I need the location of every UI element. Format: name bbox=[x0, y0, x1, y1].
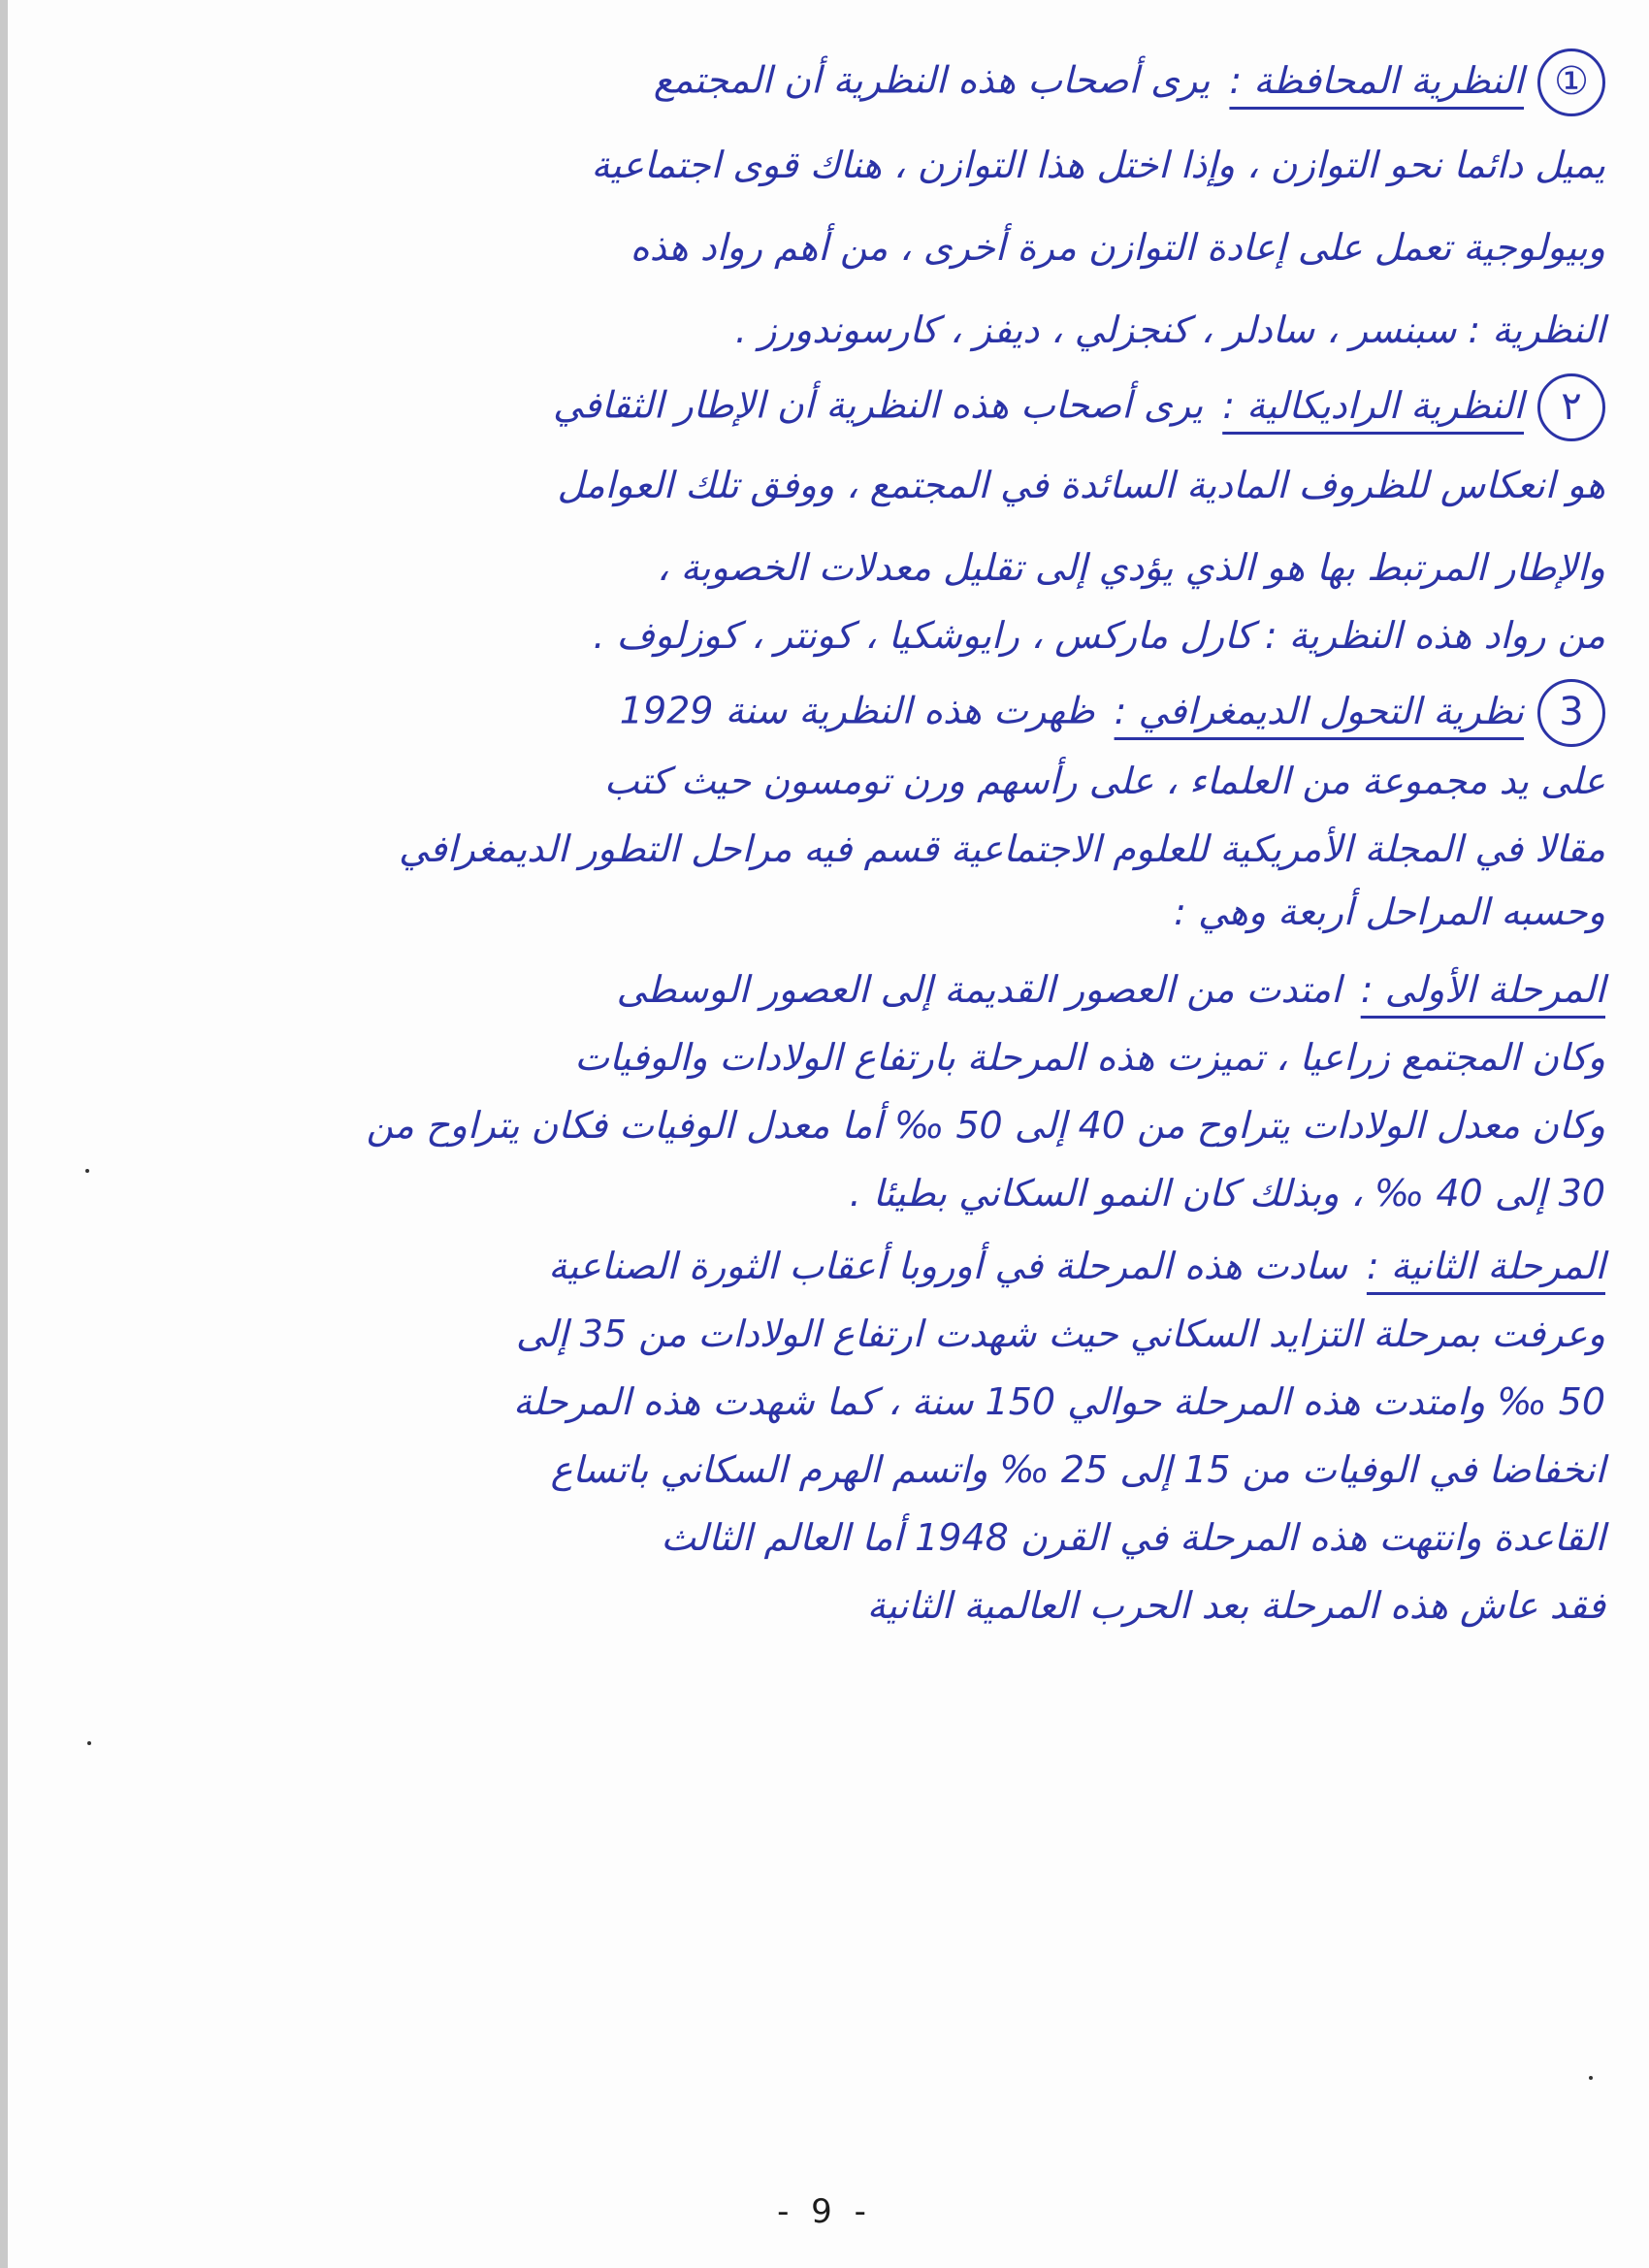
section-text: يرى أصحاب هذه النظرية أن الإطار الثقافي bbox=[553, 383, 1204, 427]
stage-1-title-line bbox=[617, 960, 1605, 1019]
text-line: وبيولوجية تعمل على إعادة التوازن مرة أخرى ، من أهم رواد هذه bbox=[630, 226, 1605, 269]
text-line: 50 ‰ وامتدت هذه المرحلة حوالي 150 سنة ، كما شهدت هذه المرحلة bbox=[512, 1380, 1605, 1423]
scan-speck bbox=[1589, 2076, 1593, 2080]
stage-2-title-line bbox=[548, 1237, 1605, 1295]
section-number: 3 bbox=[1537, 679, 1605, 747]
section-heading: النظرية الراديكالية : bbox=[1222, 383, 1524, 427]
text-line: من رواد هذه النظرية : كارل ماركس ، رايوشكيا ، كونتر ، كوزلوف . bbox=[593, 614, 1605, 657]
text-line: وكان المجتمع زراعيا ، تميزت هذه المرحلة بارتفاع الولادات والوفيات bbox=[574, 1036, 1605, 1079]
stage-heading: المرحلة الثانية : bbox=[1366, 1245, 1605, 1287]
text-line: فقد عاش هذه المرحلة بعد الحرب العالمية الثانية bbox=[866, 1584, 1605, 1627]
stage-text: امتدت من العصور القديمة إلى العصور الوسطى bbox=[616, 968, 1342, 1011]
text-line: والإطار المرتبط بها هو الذي يؤدي إلى تقليل معدلات الخصوبة ، bbox=[657, 546, 1605, 589]
scan-edge bbox=[0, 0, 8, 2268]
scan-speck bbox=[87, 1741, 91, 1745]
section-text: ظهرت هذه النظرية سنة 1929 bbox=[619, 689, 1095, 732]
section-2-title-line bbox=[553, 373, 1605, 432]
section-3-title-line bbox=[620, 679, 1605, 737]
text-line: القاعدة وانتهت هذه المرحلة في القرن 1948 أما العالم الثالث bbox=[661, 1516, 1605, 1559]
text-line: هو انعكاس للظروف المادية السائدة في المجتمع ، ووفق تلك العوامل bbox=[557, 464, 1605, 506]
text-line: النظرية : سبنسر ، سادلر ، كنجزلي ، ديفز ، كارسوندورز . bbox=[734, 308, 1605, 351]
section-number: ٢ bbox=[1537, 373, 1605, 441]
section-1-title-line bbox=[654, 49, 1605, 107]
text-line: انخفاضا في الوفيات من 15 إلى 25 ‰ واتسم الهرم السكاني باتساع bbox=[550, 1448, 1605, 1491]
text-line: 30 إلى 40 ‰ ، وبذلك كان النمو السكاني بطيئا . bbox=[849, 1172, 1605, 1215]
section-heading: النظرية المحافظة : bbox=[1229, 58, 1524, 102]
section-heading: نظرية التحول الديمغرافي : bbox=[1114, 689, 1524, 732]
text-line: وحسبه المراحل أربعة وهي : bbox=[1174, 891, 1605, 933]
section-text: يرى أصحاب هذه النظرية أن المجتمع bbox=[653, 58, 1211, 102]
text-line: على يد مجموعة من العلماء ، على رأسهم ورن تومسون حيث كتب bbox=[603, 760, 1605, 802]
scan-speck bbox=[85, 1169, 89, 1173]
page-number: - 9 - bbox=[777, 2192, 872, 2231]
text-line: وكان معدل الولادات يتراوح من 40 إلى 50 ‰ أما معدل الوفيات فكان يتراوح من bbox=[366, 1104, 1605, 1147]
text-line: مقالا في المجلة الأمريكية للعلوم الاجتماعية قسم فيه مراحل التطور الديمغرافي bbox=[398, 827, 1605, 870]
stage-text: سادت هذه المرحلة في أوروبا أعقاب الثورة الصناعية bbox=[548, 1245, 1347, 1287]
section-number: ① bbox=[1537, 49, 1605, 116]
text-line: وعرفت بمرحلة التزايد السكاني حيث شهدت ارتفاع الولادات من 35 إلى bbox=[515, 1312, 1605, 1355]
text-line: يميل دائما نحو التوازن ، وإذا اختل هذا التوازن ، هناك قوى اجتماعية bbox=[591, 144, 1605, 186]
stage-heading: المرحلة الأولى : bbox=[1360, 968, 1605, 1011]
